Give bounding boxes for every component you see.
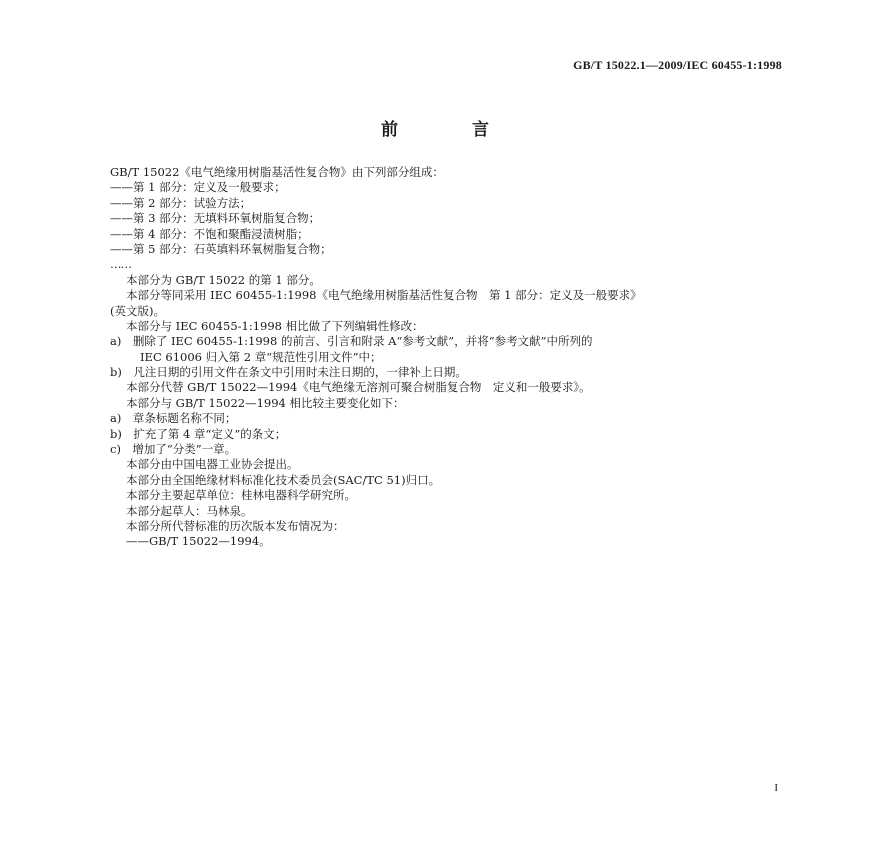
part-list-item: ——第 4 部分：不饱和聚酯浸渍树脂； [110, 226, 309, 241]
paragraph-line: 本部分代替 GB/T 15022—1994《电气绝缘无溶剂可聚合树脂复合物 定义和一般要求》。 [126, 380, 591, 395]
list-item-b: b) 凡注日期的引用文件在条文中引用时未注日期的，一律补上日期。 [110, 365, 467, 380]
paragraph-line: 本部分为 GB/T 15022 的第 1 部分。 [126, 272, 321, 287]
part-list-item: ——第 5 部分：石英填料环氧树脂复合物； [110, 241, 332, 256]
part-list-item: ——第 3 部分：无填料环氧树脂复合物； [110, 211, 321, 226]
list-item-a: a) 删除了 IEC 60455-1:1998 的前言、引言和附录 A“参考文献”，并将“参考文献”中所列的 [110, 334, 593, 349]
list-item-continuation: IEC 61006 归入第 2 章“规范性引用文件”中； [140, 349, 382, 364]
list-item-b: b) 扩充了第 4 章“定义”的条文； [110, 426, 287, 441]
paragraph-line: 本部分起草人：马林泉。 [126, 503, 253, 518]
page-title: 前 言 [381, 120, 523, 140]
ellipsis-line: …… [110, 257, 131, 272]
paragraph-line: 本部分主要起草单位：桂林电器科学研究所。 [126, 488, 356, 503]
paragraph-line: 本部分与 GB/T 15022—1994 相比较主要变化如下： [126, 395, 405, 410]
paragraph-continuation: (英文版)。 [110, 303, 165, 318]
paragraph-line: 本部分与 IEC 60455-1:1998 相比做了下列编辑性修改： [126, 318, 424, 333]
foreword-body [110, 165, 800, 550]
page-number: I [774, 782, 778, 794]
intro-line: GB/T 15022《电气绝缘用树脂基活性复合物》由下列部分组成： [110, 165, 444, 179]
list-item-a: a) 章条标题名称不同； [110, 411, 237, 426]
paragraph-line: 本部分由全国绝缘材料标准化技术委员会(SAC/TC 51)归口。 [126, 472, 441, 487]
part-list-item: ——第 1 部分：定义及一般要求； [110, 180, 286, 195]
standard-code-header: GB/T 15022.1—2009/IEC 60455-1:1998 [573, 58, 782, 72]
history-item: ——GB/T 15022—1994。 [126, 534, 271, 549]
paragraph-line: 本部分由中国电器工业协会提出。 [126, 457, 299, 472]
part-list-item: ——第 2 部分：试验方法； [110, 195, 252, 210]
paragraph-line: 本部分等同采用 IEC 60455-1:1998《电气绝缘用树脂基活性复合物 第 1 部分：定义及一般要求》 [126, 288, 642, 303]
list-item-c: c) 增加了“分类”一章。 [110, 442, 237, 457]
paragraph-line: 本部分所代替标准的历次版本发布情况为： [126, 518, 345, 533]
